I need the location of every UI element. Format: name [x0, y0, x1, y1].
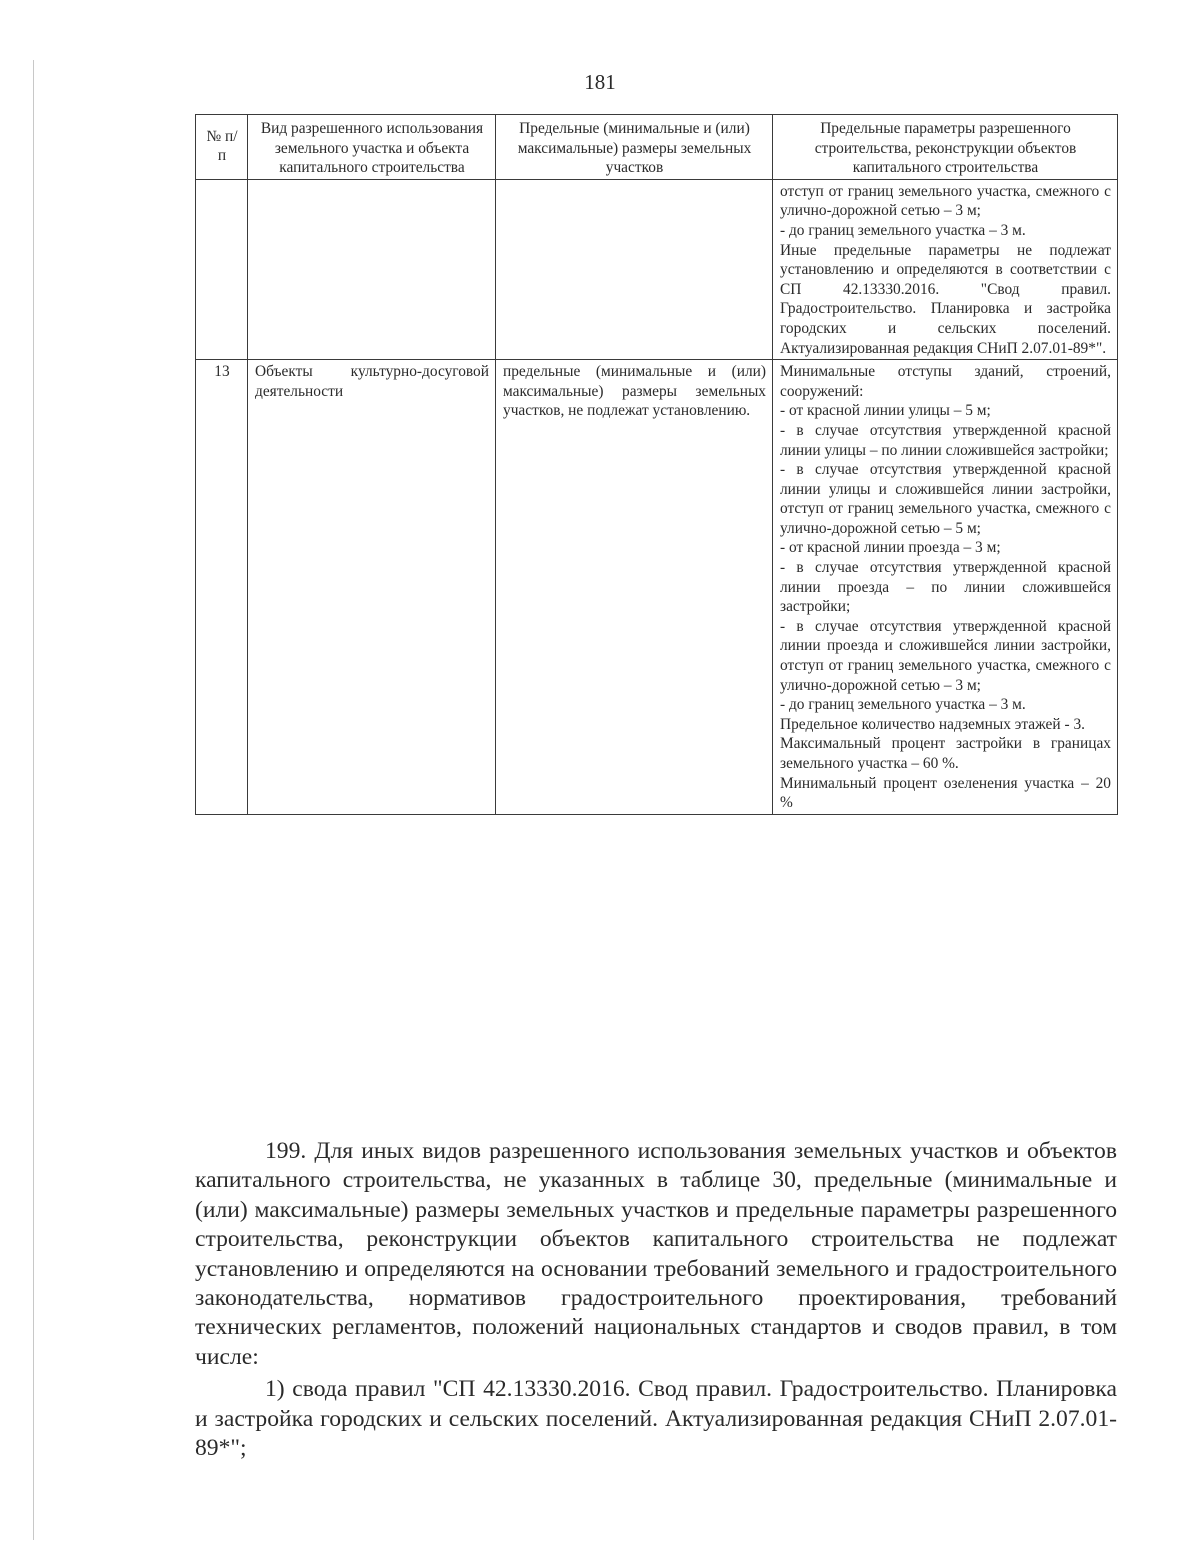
row-construction-params	[773, 179, 1118, 359]
param-line: - в случае отсутствия утвержденной красной линии улицы – по линии сложившейся застройки;	[780, 421, 1111, 459]
header-use-type: Вид разрешенного использования земельного участка и объекта капитального строительства	[248, 115, 496, 180]
param-line: - от красной линии проезда – 3 м;	[780, 539, 1001, 557]
header-number: № п/п	[196, 115, 248, 180]
param-line: отступ от границ земельного участка, смежного с улично-дорожной сетью – 3 м;	[780, 182, 1111, 220]
param-line: - от красной линии улицы – 5 м;	[780, 402, 991, 420]
row-number	[196, 179, 248, 359]
zoning-parameters-table	[195, 114, 1118, 815]
row-plot-sizes: предельные (минимальные и (или) максимальные) размеры земельных участков, не подлежат установлению.	[496, 360, 773, 815]
header-construction-params: Предельные параметры разрешенного строительства, реконструкции объектов капитального строительства	[773, 115, 1118, 180]
row-number: 13	[196, 360, 248, 815]
page-number: 181	[584, 70, 616, 94]
table-row	[196, 360, 1118, 815]
param-line: - в случае отсутствия утвержденной красной линии проезда – по линии сложившейся застройки;	[780, 559, 1111, 616]
param-line: Минимальный процент озеленения участка – 20 %	[780, 774, 1111, 812]
param-line: Предельное количество надземных этажей - 3.	[780, 715, 1085, 733]
param-line: - до границ земельного участка – 3 м.	[780, 696, 1026, 714]
paragraph-199: 199. Для иных видов разрешенного использования земельных участков и объектов капитального строительства, не указанных в таблице 30, предельные (минимальные и (или) максимальные) размеры земельных участков и предельные параметры разрешенного строительства, реконструкции объектов капитального строительства не подлежат установлению и определяются на основании требований земельного и градостроительного законодательства, нормативов градостроительного проектирования, требований технических регламентов, положений национальных стандартов и сводов правил, в том числе:	[195, 1138, 1117, 1370]
param-line: Минимальные отступы зданий, строений, сооружений:	[780, 363, 1111, 400]
list-item-1: 1) свода правил "СП 42.13330.2016. Свод правил. Градостроительство. Планировка и застройка городских и сельских поселений. Актуализированная редакция СНиП 2.07.01-89*";	[195, 1376, 1117, 1462]
param-line: Иные предельные параметры не подлежат установлению и определяются в соответствии с СП 42.13330.2016. "Свод правил. Градостроительство. Планировка и застройка городских и сельских поселений. Актуализированная редакция СНиП 2.07.01-89*".	[780, 241, 1111, 357]
body-text	[195, 1137, 1117, 1463]
param-line: Максимальный процент застройки в границах земельного участка – 60 %.	[780, 735, 1111, 772]
param-line: - в случае отсутствия утвержденной красной линии проезда и сложившейся линии застройки, отступ от границ земельного участка, смежного с улично-дорожной сетью – 3 м;	[780, 617, 1111, 694]
row-construction-params	[773, 360, 1118, 815]
param-line: - до границ земельного участка – 3 м.	[780, 221, 1026, 239]
scan-edge-line	[33, 60, 34, 1540]
param-line: - в случае отсутствия утвержденной красной линии улицы и сложившейся линии застройки, отступ от границ земельного участка, смежного с улично-дорожной сетью – 5 м;	[780, 461, 1111, 537]
row-plot-sizes	[496, 179, 773, 359]
table-header-row	[196, 115, 1118, 180]
header-plot-sizes: Предельные (минимальные и (или) максимальные) размеры земельных участков	[496, 115, 773, 180]
row-use-type	[248, 179, 496, 359]
table-row	[196, 179, 1118, 359]
row-use-type: Объекты культурно-досуговой деятельности	[248, 360, 496, 815]
